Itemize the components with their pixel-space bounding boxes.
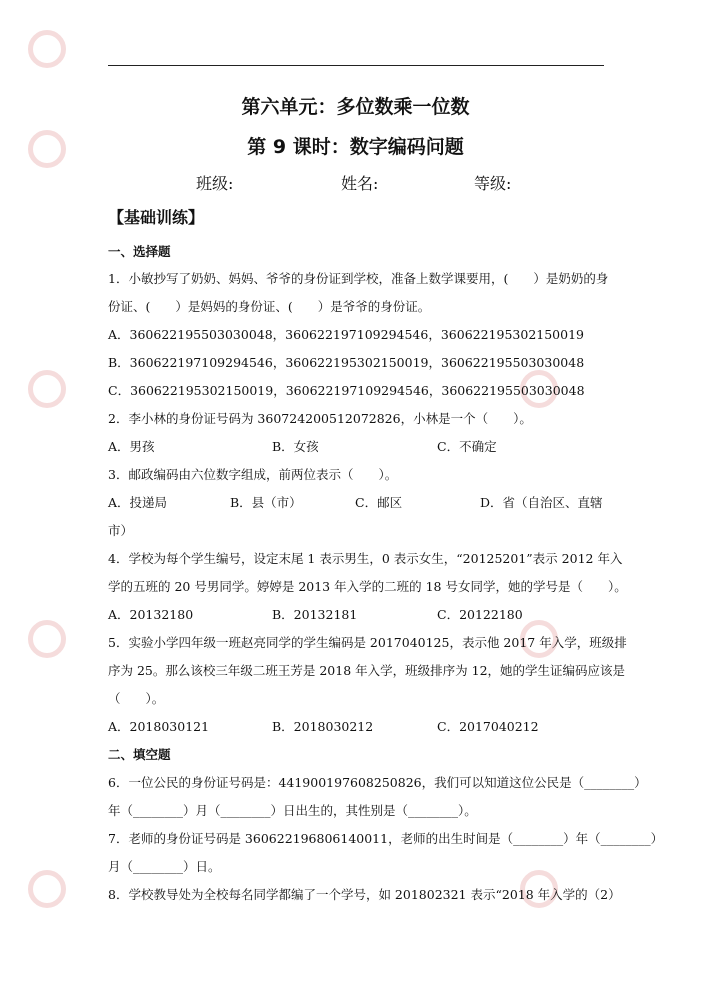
watermark-logo (28, 620, 66, 658)
q5-option-c: C．2017040212 (437, 719, 539, 734)
q2-text: 2．李小林的身份证号码为 360724200512072826，小林是一个（ ）。 (108, 411, 532, 426)
watermark-logo (28, 30, 66, 68)
grade-label: 等级: (474, 174, 512, 193)
q3-text: 3．邮政编码由六位数字组成，前两位表示（ ）。 (108, 467, 398, 482)
q4-option-c: C．20122180 (437, 607, 523, 622)
class-label: 班级: (196, 174, 234, 193)
watermark-circle-icon (28, 870, 66, 908)
watermark-logo (28, 370, 66, 408)
header-rule (108, 65, 604, 66)
part1-heading: 一、选择题 (108, 244, 171, 259)
q4-option-b: B．20132181 (272, 607, 358, 622)
q3-option-b: B．县（市） (230, 495, 302, 510)
watermark-logo (28, 870, 66, 908)
q5-option-a: A．2018030121 (108, 719, 210, 734)
q5-line2: 序为 25。那么该校三年级二班王芳是 2018 年入学，班级排序为 12，她的学生证编码应该是 (108, 663, 626, 678)
q1-option-c: C．360622195302150019，360622197109294546，360622195503030048 (108, 383, 585, 398)
q7-line2: 月（________）日。 (108, 859, 221, 874)
name-label: 姓名: (341, 174, 379, 193)
watermark-circle-icon (28, 370, 66, 408)
q4-line2: 学的五班的 20 号男同学。婷婷是 2013 年入学的二班的 18 号女同学，她的学号是（ ）。 (108, 579, 627, 594)
q2-option-a: A．男孩 (108, 439, 155, 454)
q3-option-d-cont: 市） (108, 523, 134, 538)
q1-line2: 份证、( ）是妈妈的身份证、( ）是爷爷的身份证。 (108, 299, 431, 314)
q2-option-b: B．女孩 (272, 439, 319, 454)
q8-line1: 8．学校教导处为全校每名同学都编了一个学号，如 201802321 表示“2018 年入学的（2） (108, 887, 621, 902)
q4-option-a: A．20132180 (108, 607, 194, 622)
q5-option-b: B．2018030212 (272, 719, 374, 734)
q7-line1: 7．老师的身份证号码是 360622196806140011，老师的出生时间是（________）年（________） (108, 831, 664, 846)
q1-line1: 1．小敏抄写了奶奶、妈妈、爷爷的身份证到学校，准备上数学课要用，( ）是奶奶的身 (108, 271, 609, 286)
part2-heading: 二、填空题 (108, 747, 171, 762)
page-title: 第六单元：多位数乘一位数 (241, 96, 470, 118)
section-title: 【基础训练】 (108, 208, 205, 227)
q6-line2: 年（________）月（________）日出生的，其性别是（________）。 (108, 803, 477, 818)
q2-option-c: C．不确定 (437, 439, 497, 454)
watermark-circle-icon (28, 620, 66, 658)
q1-option-a: A．360622195503030048，360622197109294546，360622195302150019 (108, 327, 584, 342)
q6-line1: 6．一位公民的身份证号码是：441900197608250826，我们可以知道这位公民是（________） (108, 775, 647, 790)
q3-option-a: A．投递局 (108, 495, 168, 510)
q3-option-c: C．邮区 (355, 495, 403, 510)
q4-line1: 4．学校为每个学生编号，设定末尾 1 表示男生，0 表示女生，“20125201”表示 2012 年入 (108, 551, 623, 566)
q3-option-d: D．省（自治区、直辖 (480, 495, 603, 510)
watermark-circle-icon (28, 30, 66, 68)
q5-line1: 5．实验小学四年级一班赵亮同学的学生编码是 2017040125，表示他 2017 年入学，班级排 (108, 635, 627, 650)
q5-line3: （ ）。 (108, 691, 165, 706)
q1-option-b: B．360622197109294546，360622195302150019，360622195503030048 (108, 355, 585, 370)
page-subtitle: 第 9 课时：数字编码问题 (247, 136, 464, 158)
